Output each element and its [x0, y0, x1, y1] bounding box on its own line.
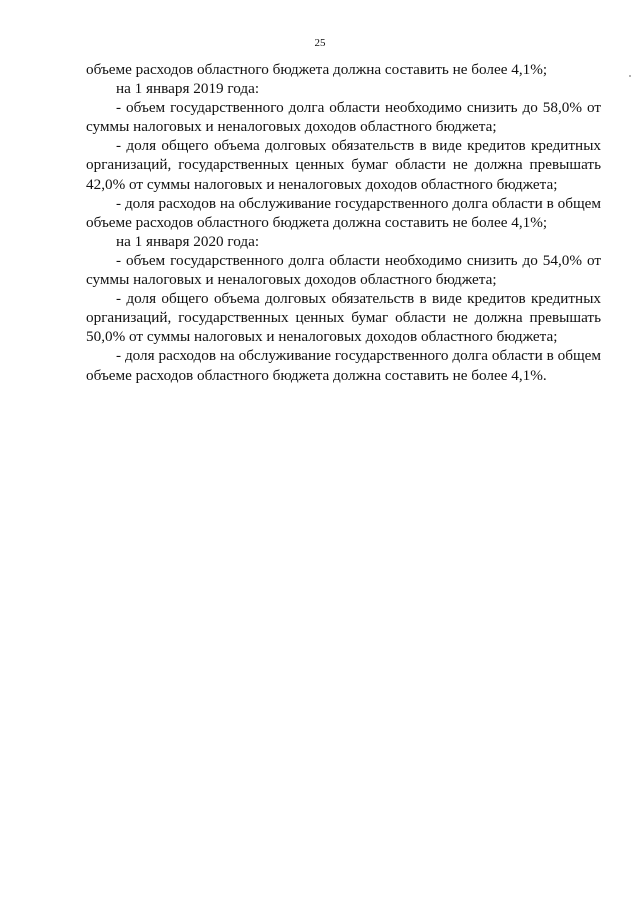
paragraph-debt-service-2020: - доля расходов на обслуживание государственного долга области в общем объеме расходов областного бюджета должна составить не более 4,1%. [86, 347, 601, 384]
paragraph-debt-obligations-2020: - доля общего объема долговых обязательств в виде кредитов кредитных организаций, государственных ценных бумаг области не должна превышать 50,0% от суммы налоговых и неналоговых доходов областного бюджета; [86, 290, 601, 346]
document-body [86, 60, 601, 385]
page-number: 25 [314, 37, 326, 49]
paragraph-debt-volume-2020: - объем государственного долга области необходимо снизить до 54,0% от суммы налоговых и неналоговых доходов областного бюджета; [86, 251, 601, 289]
paragraph-date-2020: на 1 января 2020 года: [116, 232, 260, 250]
paragraph-date-2019: на 1 января 2019 года: [116, 80, 260, 98]
paragraph-debt-volume-2019: - объем государственного долга области необходимо снизить до 58,0% от суммы налоговых и неналоговых доходов областного бюджета; [86, 99, 601, 136]
scan-speck [629, 75, 631, 77]
paragraph-debt-service-2019: - доля расходов на обслуживание государственного долга области в общем объеме расходов областного бюджета должна составить не более 4,1%; [86, 194, 601, 231]
paragraph-debt-obligations-2019: - доля общего объема долговых обязательств в виде кредитов кредитных организаций, государственных ценных бумаг области не должна превышать 42,0% от суммы налоговых и неналоговых доходов областного бюджета; [86, 137, 601, 193]
paragraph-continuation: объеме расходов областного бюджета должна составить не более 4,1%; [86, 61, 548, 78]
